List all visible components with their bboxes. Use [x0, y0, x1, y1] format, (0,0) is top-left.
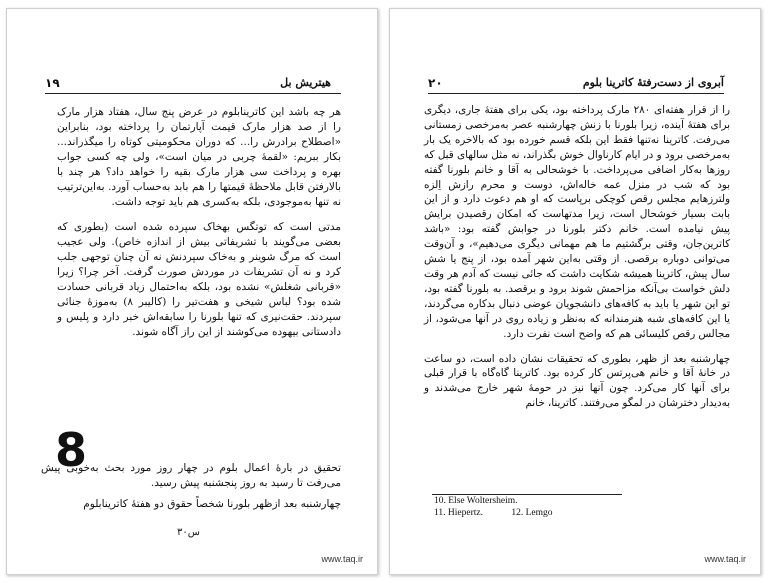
- body-text: [424, 103, 730, 421]
- footnote: 11. Hiepertz.: [434, 508, 483, 518]
- page-header: [45, 75, 341, 94]
- running-title: آبروی از دست‌رفتهٔ کاترینا بلوم: [582, 76, 724, 89]
- right-page: [389, 8, 761, 575]
- watermark-link[interactable]: www.taq.ir: [704, 554, 746, 564]
- page-header: [428, 75, 724, 94]
- running-title: هیتریش بل: [280, 76, 331, 89]
- watermark-link[interactable]: www.taq.ir: [321, 554, 363, 564]
- page-number: ۱۹: [45, 76, 60, 90]
- chapter-text: [41, 461, 341, 518]
- paragraph: هر چه باشد این کاترینابلوم در عرض پنج سال، هفتاد هزار مارک را از صد هزار مارک قیمت آپارتمان را پرداخته بود، بنابراین «اصطلاح برادرش را... که دوران محکومیتی کوتاه را میگذراند... بکار ببریم: «لقمهٔ چربی در میان است»، ولی چه کسی جواب بهره و پرداخت سی هزار مارک بقیه را خواهد داد؟ هر چند با بالارفتن قابل ملاحظهٔ قیمتها را هم بابد به‌حساب آورد. به‌این‌ترتیب نه تنها به‌موجودی، بلکه به‌کسری هم باید توجه داشت.: [57, 106, 341, 208]
- footnotes: [434, 495, 579, 519]
- page-bottom-mark: ۳۰س: [177, 527, 200, 538]
- footnote: 10. Else Woltersheim.: [434, 496, 518, 506]
- paragraph: چهارشنبه بعد ازظهر بلورنا شخصاً حقوق دو هفتهٔ کاترینابلوم: [83, 498, 341, 510]
- footnote-row: [434, 507, 579, 519]
- paragraph: مدتی است که توتگس بهخاک سپرده شده است (بطوری که بعضی می‌گویند با تشریفاتی بیش از اندازه خاص). ولی عجیب است که مرگ شوینر و به‌خاک سپردنش نه آن چنان توجهی جلب کرد و نه آن تشریفات در موردش صورت گرفت. آخر چرا؟ زیرا «قربانی شغلش» نشده بود، بلکه به‌احتمال زیاد قربانی حسادت شده بود؟ لباس شیخی و هفت‌تیر را (کالیبر ۸) به‌موزهٔ جنائی سپردند. حقت‌نیری که تنها بلورنا را سابقه‌اش خبر دارد و پلیس و دادستانی بیهوده می‌کوشند از این راز آگاه شوند.: [57, 221, 341, 338]
- left-page: [6, 8, 378, 575]
- footnote: 12. Lemgo: [511, 508, 553, 518]
- paragraph: تحقیق در بارهٔ اعمال بلوم در چهار روز مورد بحث به‌خوبی پیش می‌رفت تا رسید به روز پنجشنبه پیش رسید.: [41, 462, 341, 489]
- paragraph: را از قرار هفته‌ای ۲۸۰ مارک پرداخته بود، یکی برای هفتهٔ جاری، دیگری برای هفتهٔ آینده، زیرا بلورنا با زنش چهارشنبه عصر به‌مرخصی زمستانی می‌رفت. کاترینا نه‌تنها فقط این بلکه قسم خورده بود که بالاخره یک بار به‌مرخصی برود و در ایام کارناوال خوش بگذراند، نه مثل سالهای قبل که روزها به‌کار اضافی می‌پرداخت. با خوشحالی به آقا و خانم بلورنا گفته بود که شب در منزل عمه خاله‌اش، دوست و محرم رازش اِلزه ولترزهایم مجلس رقص کوچکی برپاست که او هم دعوت دارد و از این بابت بسیار خوشحال است، زیرا مدتهاست که امکان رقصیدن برایش پیش نیامده است. خانم دکتر بلورنا در جوابش گفته بود: «باشد کاترین‌جان، وقتی برگشتیم ما هم مهمانی دیگری می‌دهیم»، و آن‌وقت می‌توانی دوباره برقصی. از وقتی به‌این شهر آمده بود، از پنج یا شش سال پیش، کاترینا همیشه شکایت داشت که جائی نیست که آدم هر وقت دلش خواست بی‌آنکه مزاحمش شوند برود و برقصد. به بلورنا گفته بود، تو این شهر یا باید به کافه‌های دانشجویان عوضی دنبال بدکاره می‌گردند، یا این کافه‌های شبه هنرمندانه که به‌نظر و زیاده روی در آنها می‌شود، از مجالس رقص کلیسائی هم که واضح است نفرت دارد.: [424, 104, 730, 340]
- body-text: [57, 105, 341, 350]
- page-number: ۲۰: [428, 76, 443, 90]
- chapter-number: 8: [55, 423, 88, 477]
- paragraph: چهارشنبه بعد از ظهر، بطوری که تحقیقات نشان داده است، دو ساعت در خانهٔ آقا و خانم هی‌پرتس کار کرده بود. کاترینا گاه‌گاه با قرار قبلی برای آنها کار می‌کرد. چون آنها نیز در حومهٔ شهر خارج می‌شدند و به‌دیدار دخترشان در لمگو می‌رفتند. کاترینا، خانم: [424, 352, 730, 410]
